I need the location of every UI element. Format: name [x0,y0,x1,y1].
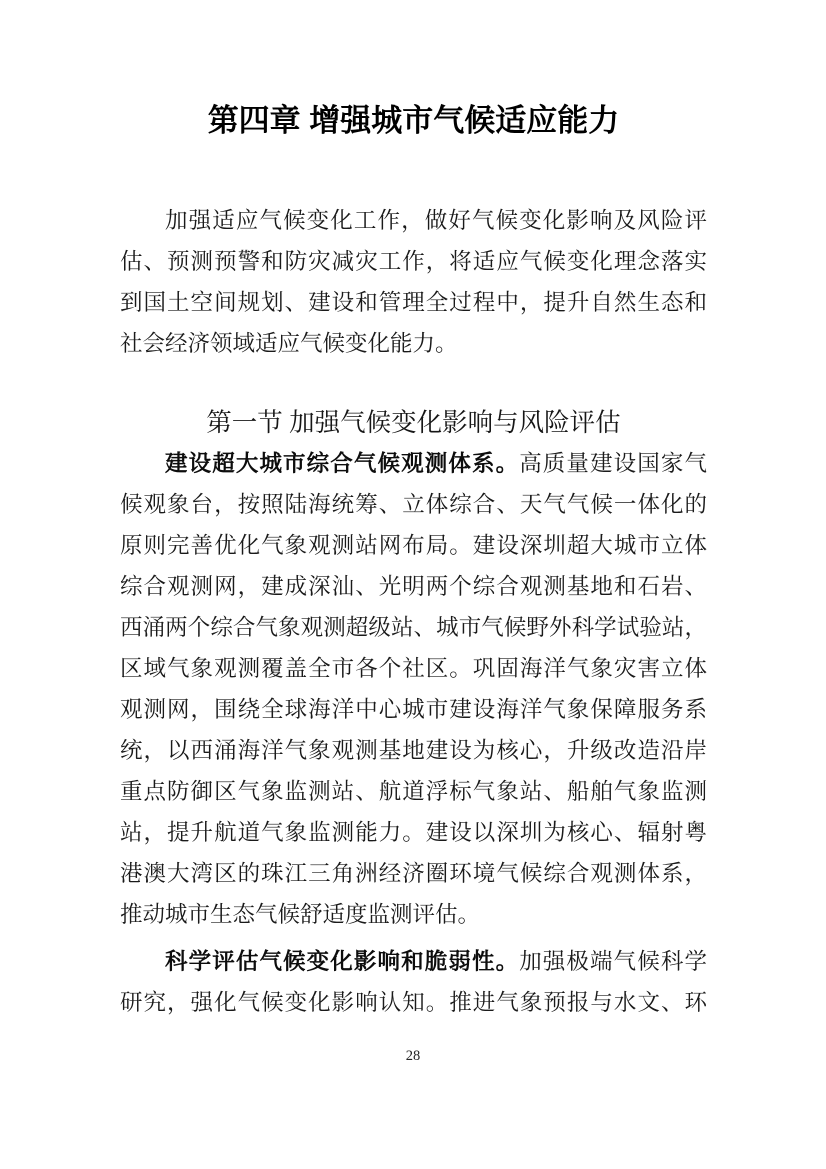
text-line: 重点防御区气象监测站、航道浮标气象站、船舶气象监测 [120,779,707,804]
body-paragraph-1 [120,443,707,935]
text-line: 候观象台，按照陆海统筹、立体综合、天气气候一体化的 [120,492,707,517]
page-content [120,0,707,1023]
text-line [120,941,707,982]
text-line: 社会经济领域适应气候变化能力。 [120,331,458,356]
text-line: 推动城市生态气候舒适度监测评估。 [120,902,481,927]
text-line: 加强适应气候变化工作，做好气候变化影响及风险评 [165,208,707,233]
text-line: 综合观测网，建成深汕、光明两个综合观测基地和石岩、 [120,574,707,599]
intro-paragraph [120,200,707,364]
text-line: 原则完善优化气象观测站网布局。建设深圳超大城市立体 [120,533,707,558]
text-line: 观测网，围绕全球海洋中心城市建设海洋气象保障服务系 [120,697,707,722]
text-line: 站，提升航道气象监测能力。建设以深圳为核心、辐射粤 [120,820,707,845]
paragraph-lead-bold: 建设超大城市综合气候观测体系。 [165,451,520,476]
text-line: 西涌两个综合气象观测超级站、城市气候野外科学试验站， [120,615,707,640]
text-line: 港澳大湾区的珠江三角洲经济圈环境气候综合观测体系， [120,861,707,886]
text-line [120,443,707,484]
paragraph-lead-bold: 科学评估气候变化影响和脆弱性。 [165,949,520,974]
text-line: 到国土空间规划、建设和管理全过程中，提升自然生态和 [120,290,707,315]
page-number: 28 [405,1048,421,1064]
text-line: 统，以西涌海洋气象观测基地建设为核心，升级改造沿岸 [120,738,707,763]
text-line: 估、预测预警和防灾减灾工作，将适应气候变化理念落实 [120,249,707,274]
text-span: 加强极端气候科学 [519,949,707,974]
text-line: 研究，强化气候变化影响认知。推进气象预报与水文、环 [120,990,707,1015]
text-span: 高质量建设国家气 [519,451,707,476]
section-heading: 第一节 加强气候变化影响与风险评估 [206,408,621,437]
text-line: 区域气象观测覆盖全市各个社区。巩固海洋气象灾害立体 [120,656,707,681]
body-paragraph-2 [120,941,707,1023]
chapter-title: 第四章 增强城市气候适应能力 [207,103,620,138]
